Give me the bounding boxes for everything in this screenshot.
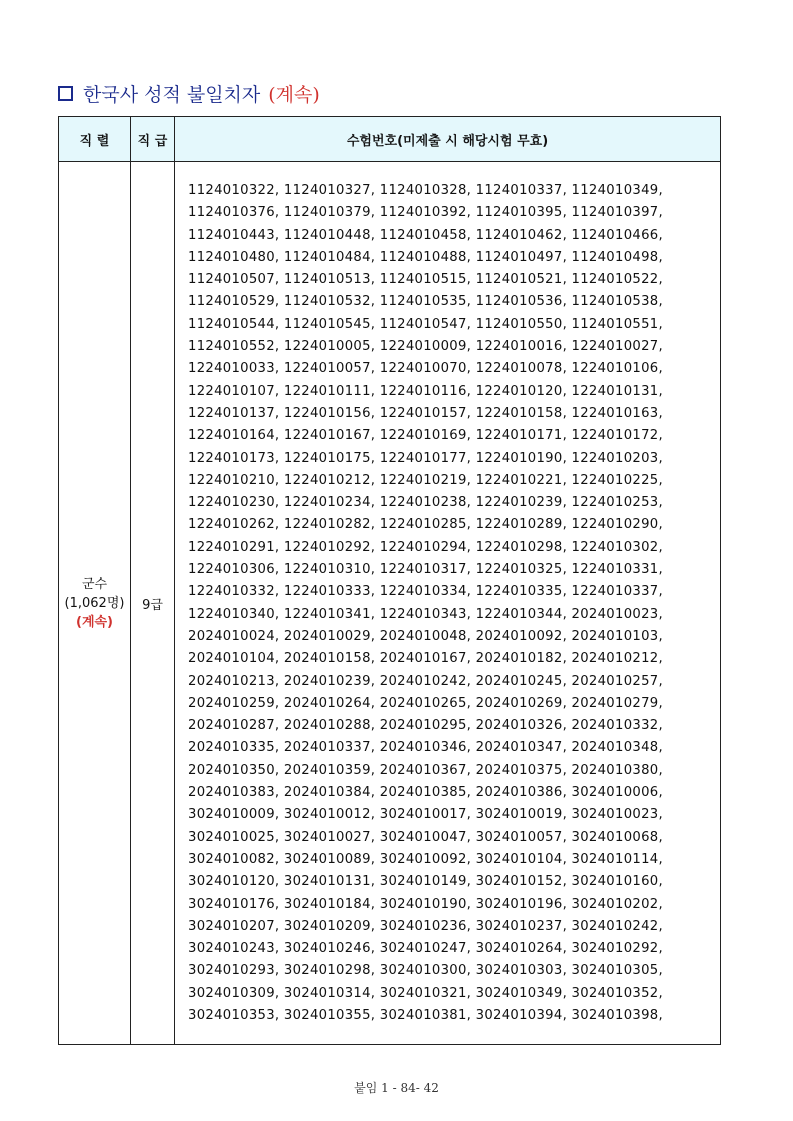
number-line: 1224010340, 1224010341, 1224010343, 1224010344, 2024010023, (188, 606, 663, 622)
number-line: 3024010025, 3024010027, 3024010047, 3024010057, 3024010068, (188, 829, 663, 845)
header-numbers: 수험번호(미제출 시 해당시험 무효) (175, 117, 721, 162)
numbers-list (188, 180, 720, 1027)
number-line: 1224010107, 1224010111, 1224010116, 1224010120, 1224010131, (188, 383, 663, 399)
number-line: 1224010262, 1224010282, 1224010285, 1224010289, 1224010290, (188, 517, 663, 533)
number-line: 3024010243, 3024010246, 3024010247, 3024010264, 3024010292, (188, 941, 663, 957)
number-line: 3024010353, 3024010355, 3024010381, 3024010394, 3024010398, (188, 1007, 663, 1023)
number-line: 2024010104, 2024010158, 2024010167, 2024010182, 2024010212, (188, 651, 663, 667)
number-line: 1124010322, 1124010327, 1124010328, 1124010337, 1124010349, (188, 183, 663, 198)
number-line: 1124010544, 1124010545, 1124010547, 1124010550, 1124010551, (188, 316, 663, 332)
rank-name: 군수 (81, 576, 108, 592)
number-line: 2024010383, 2024010384, 2024010385, 2024010386, 3024010006, (188, 785, 663, 801)
number-line: 3024010176, 3024010184, 3024010190, 3024010196, 3024010202, (188, 896, 663, 912)
number-line: 3024010207, 3024010209, 3024010236, 3024010237, 3024010242, (188, 918, 663, 934)
section-title-text: 한국사 성적 불일치자 (83, 83, 261, 106)
number-line: 1224010306, 1224010310, 1224010317, 1224010325, 1224010331, (188, 562, 663, 578)
header-rank: 직 렬 (59, 117, 131, 162)
number-line: 1124010480, 1124010484, 1124010488, 1124010497, 1124010498, (188, 249, 663, 265)
number-line: 3024010009, 3024010012, 3024010017, 3024010019, 3024010023, (188, 807, 663, 823)
checkbox-square-icon (58, 86, 73, 101)
number-line: 3024010293, 3024010298, 3024010300, 3024010303, 3024010305, (188, 963, 663, 979)
number-line: 1124010529, 1124010532, 1124010535, 1124010536, 1124010538, (188, 294, 663, 310)
number-line: 2024010213, 2024010239, 2024010242, 2024010245, 2024010257, (188, 673, 663, 689)
rank-cell (59, 162, 131, 1045)
section-title-continued: (계속) (268, 83, 320, 106)
number-line: 2024010287, 2024010288, 2024010295, 2024010326, 2024010332, (188, 718, 663, 734)
number-line: 1224010173, 1224010175, 1224010177, 1224010190, 1224010203, (188, 450, 663, 466)
rank-continued: (계속) (76, 614, 113, 630)
number-line: 2024010259, 2024010264, 2024010265, 2024010269, 2024010279, (188, 695, 663, 711)
number-line: 1224010230, 1224010234, 1224010238, 1224010239, 1224010253, (188, 495, 663, 511)
number-line: 1224010291, 1224010292, 1224010294, 1224010298, 1224010302, (188, 539, 663, 555)
number-line: 1124010552, 1224010005, 1224010009, 1224010016, 1224010027, (188, 339, 663, 355)
rank-count: (1,062명) (64, 595, 125, 611)
table-row (59, 162, 721, 1045)
number-line: 1224010033, 1224010057, 1224010070, 1224010078, 1224010106, (188, 361, 663, 377)
table-header-row (59, 117, 721, 162)
number-line: 1124010507, 1124010513, 1124010515, 1124010521, 1124010522, (188, 272, 663, 288)
section-title (58, 80, 320, 106)
number-line: 2024010350, 2024010359, 2024010367, 2024010375, 2024010380, (188, 762, 663, 778)
header-grade: 직 급 (131, 117, 175, 162)
number-line: 3024010120, 3024010131, 3024010149, 3024010152, 3024010160, (188, 874, 663, 890)
number-line: 3024010082, 3024010089, 3024010092, 3024010104, 3024010114, (188, 851, 663, 867)
number-line: 2024010024, 2024010029, 2024010048, 2024010092, 2024010103, (188, 628, 663, 644)
number-line: 1224010332, 1224010333, 1224010334, 1224010335, 1224010337, (188, 584, 663, 600)
grade-cell: 9급 (131, 162, 175, 1045)
number-line: 1224010210, 1224010212, 1224010219, 1224010221, 1224010225, (188, 472, 663, 488)
number-line: 3024010309, 3024010314, 3024010321, 3024010349, 3024010352, (188, 985, 663, 1001)
number-line: 1124010376, 1124010379, 1124010392, 1124010395, 1124010397, (188, 205, 663, 221)
numbers-cell (175, 162, 721, 1045)
number-line: 1124010443, 1124010448, 1124010458, 1124010462, 1124010466, (188, 227, 663, 243)
number-line: 2024010335, 2024010337, 2024010346, 2024010347, 2024010348, (188, 740, 663, 756)
number-line: 1224010164, 1224010167, 1224010169, 1224010171, 1224010172, (188, 428, 663, 444)
page-footer: 붙임 1 - 84- 42 (354, 1081, 439, 1095)
number-line: 1224010137, 1224010156, 1224010157, 1224010158, 1224010163, (188, 405, 663, 421)
applicant-number-table (58, 116, 721, 1045)
